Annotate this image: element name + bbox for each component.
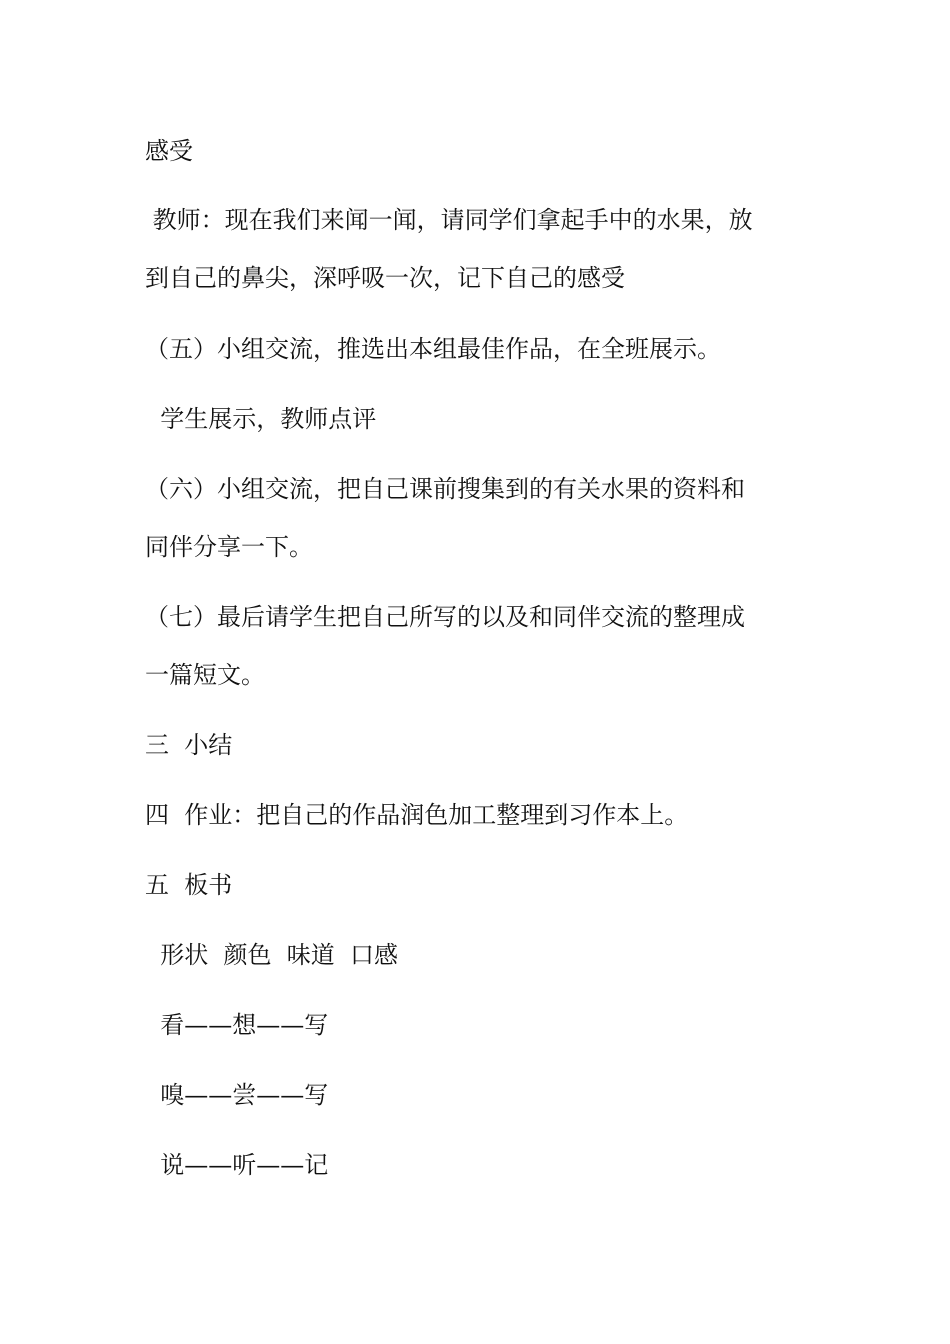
text-line-summary-heading: 三 小结 (145, 731, 233, 759)
text-line-board-smell: 嗅——尝——写 (145, 1081, 329, 1109)
text-line-step-seven-cont: 一篇短文。 (145, 661, 265, 689)
text-line-step-five: （五）小组交流，推选出本组最佳作品，在全班展示。 (145, 335, 721, 363)
text-line-teacher-smell: 教师：现在我们来闻一闻，请同学们拿起手中的水果，放 (145, 206, 753, 234)
text-line-student-show: 学生展示，教师点评 (145, 405, 377, 433)
text-line-homework: 四 作业：把自己的作品润色加工整理到习作本上。 (145, 801, 689, 829)
text-line-board-say: 说——听——记 (145, 1151, 329, 1179)
text-line-step-six: （六）小组交流，把自己课前搜集到的有关水果的资料和 (145, 475, 745, 503)
text-line-board-look: 看——想——写 (145, 1011, 329, 1039)
text-line-feeling: 感受 (145, 137, 193, 165)
text-line-board-attributes: 形状 颜色 味道 口感 (145, 941, 399, 969)
text-line-teacher-smell-cont: 到自己的鼻尖，深呼吸一次，记下自己的感受 (145, 264, 625, 292)
text-line-step-seven: （七）最后请学生把自己所写的以及和同伴交流的整理成 (145, 603, 745, 631)
text-line-step-six-cont: 同伴分享一下。 (145, 533, 313, 561)
text-line-board-heading: 五 板书 (145, 871, 233, 899)
